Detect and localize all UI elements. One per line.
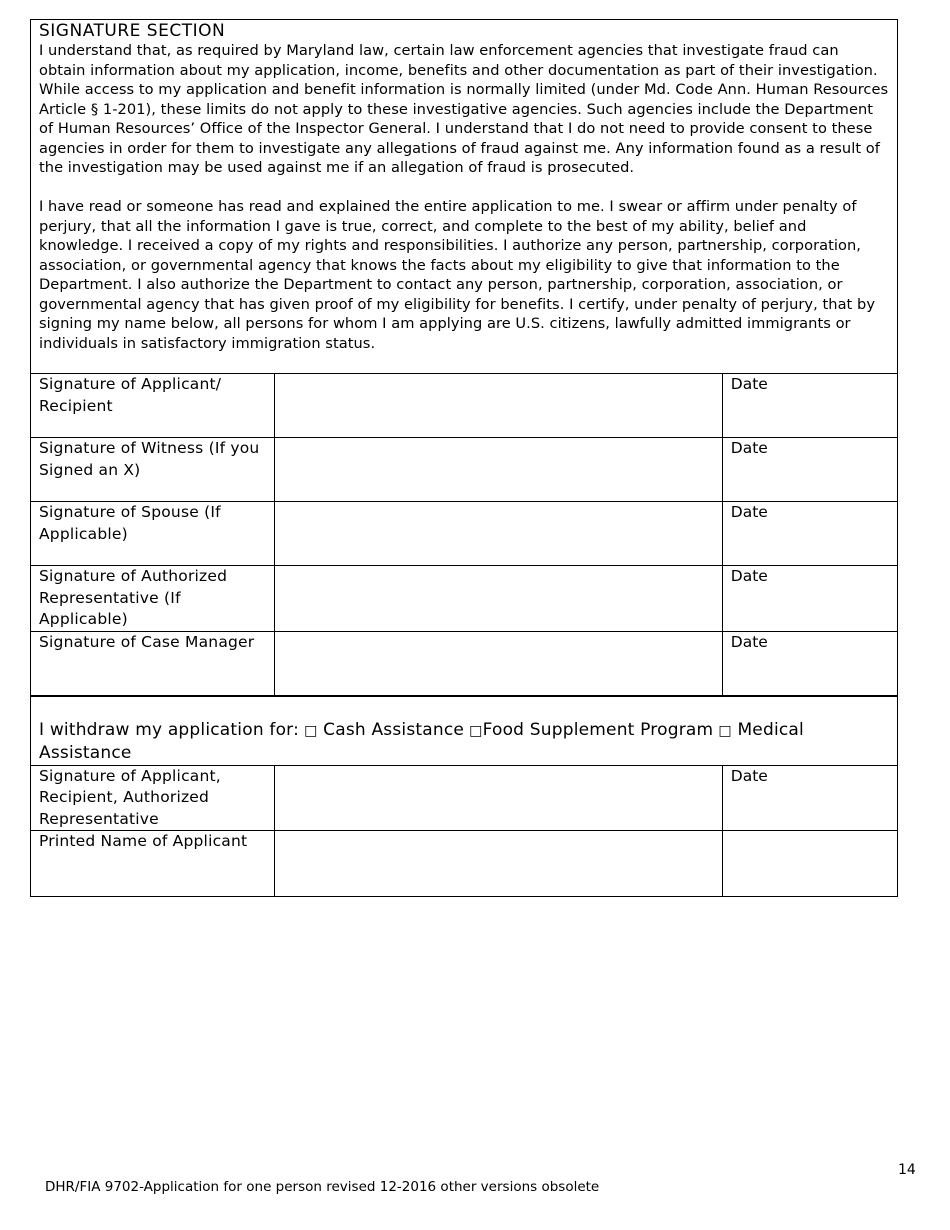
date-field-spouse[interactable]: Date xyxy=(722,502,897,566)
signature-label: Signature of Applicant/ Recipient xyxy=(31,374,275,438)
checkbox-icon[interactable]: □ xyxy=(469,722,483,739)
signature-label: Signature of Case Manager xyxy=(31,631,275,696)
signature-row-authorized-representative xyxy=(31,566,898,632)
signature-label: Signature of Authorized Representative (If Applicable) xyxy=(31,566,275,632)
signature-row-case-manager xyxy=(31,631,898,696)
printed-name-extra-field[interactable] xyxy=(722,831,897,897)
signature-row-witness xyxy=(31,438,898,502)
printed-name-label: Printed Name of Applicant xyxy=(31,831,275,897)
withdraw-option-cash-assistance[interactable] xyxy=(304,720,464,740)
section-title: SIGNATURE SECTION xyxy=(39,21,226,41)
signature-label: Signature of Witness (If you Signed an X) xyxy=(31,438,275,502)
fraud-disclosure-paragraph: I understand that, as required by Maryland law, certain law enforcement agencies that investigate fraud can obtain information about my application, income, benefits and other documentation as part of their investigation. While access to my application and benefit information is normally limited (under Md. Code Ann. Human Resources Article § 1-201), these limits do not apply to these investigative agencies. Such agencies include the Department of Human Resources’ Office of the Inspector General. I understand that I do not need to provide consent to these agencies in order for them to investigate any allegations of fraud against me. Any information found as a result of the investigation may be used against me if an allegation of fraud is prosecuted. xyxy=(39,42,889,176)
date-field-witness[interactable]: Date xyxy=(722,438,897,502)
withdraw-signature-row xyxy=(31,765,898,831)
signature-field-authorized-representative[interactable] xyxy=(275,566,723,632)
signature-section-intro xyxy=(31,20,898,374)
page-number: 14 xyxy=(898,1162,916,1178)
checkbox-icon[interactable]: □ xyxy=(304,722,318,739)
signature-field-applicant[interactable] xyxy=(275,374,723,438)
withdraw-row xyxy=(31,696,898,766)
signature-field-witness[interactable] xyxy=(275,438,723,502)
signature-field-spouse[interactable] xyxy=(275,502,723,566)
signature-field-case-manager[interactable] xyxy=(275,631,723,696)
date-field-authorized-representative[interactable]: Date xyxy=(722,566,897,632)
option-label: Cash Assistance xyxy=(323,719,465,740)
date-field-withdraw[interactable]: Date xyxy=(722,765,897,831)
checkbox-icon[interactable]: □ xyxy=(718,722,732,739)
signature-row-spouse xyxy=(31,502,898,566)
option-label: Medical Assistance xyxy=(39,719,804,763)
signature-label: Signature of Applicant, Recipient, Authorized Representative xyxy=(31,765,275,831)
printed-name-row xyxy=(31,831,898,897)
date-field-case-manager[interactable]: Date xyxy=(722,631,897,696)
option-label: Food Supplement Program xyxy=(482,719,714,740)
signature-row-applicant xyxy=(31,374,898,438)
printed-name-field[interactable] xyxy=(275,831,723,897)
signature-field-withdraw[interactable] xyxy=(275,765,723,831)
withdraw-option-food-supplement[interactable] xyxy=(469,720,713,740)
signature-label: Signature of Spouse (If Applicable) xyxy=(31,502,275,566)
withdraw-intro: I withdraw my application for: xyxy=(39,719,299,740)
affirmation-paragraph: I have read or someone has read and explained the entire application to me. I swear or affirm under penalty of perjury, that all the information I gave is true, correct, and complete to the best of my ability, belief and knowledge. I received a copy of my rights and responsibilities. I authorize any person, partnership, corporation, association, or governmental agency that knows the facts about my eligibility to give that information to the Department. I also authorize the Department to contact any person, partnership, corporation, association, or governmental agency that has given proof of my eligibility for benefits. I certify, under penalty of perjury, that by signing my name below, all persons for whom I am applying are U.S. citizens, lawfully admitted immigrants or individuals in satisfactory immigration status. xyxy=(39,198,876,352)
date-field-applicant[interactable]: Date xyxy=(722,374,897,438)
withdraw-cell xyxy=(31,696,898,766)
footer-form-id: DHR/FIA 9702-Application for one person revised 12-2016 other versions obsolete xyxy=(45,1179,600,1195)
signature-section-table xyxy=(30,19,898,897)
